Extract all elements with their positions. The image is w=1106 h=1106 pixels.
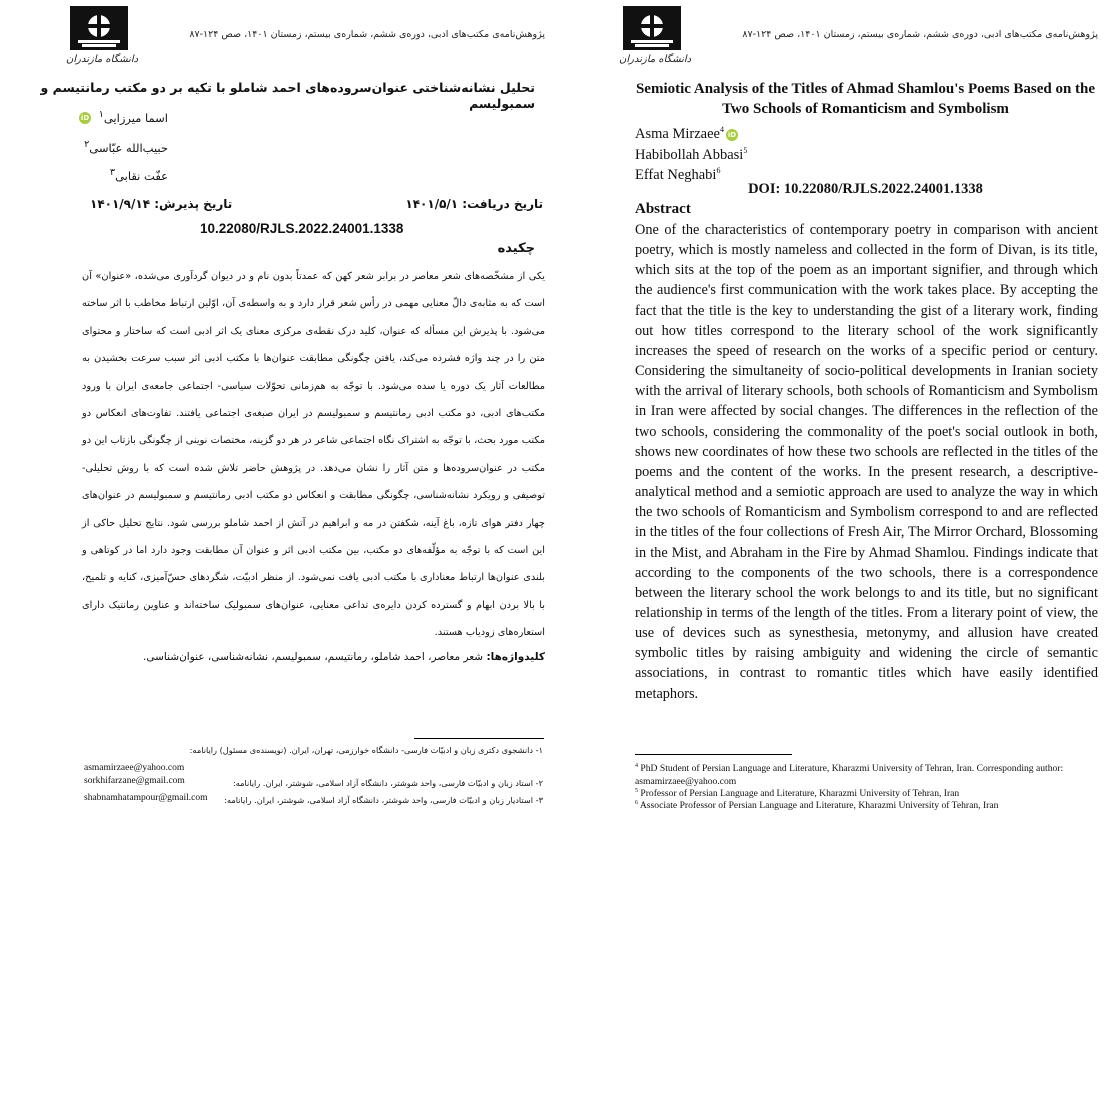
accepted-date: تاریخ پذیرش: ۱۴۰۱/۹/۱۴ <box>90 197 233 211</box>
keywords-list: شعر معاصر، احمد شاملو، رمانتیسم، سمبولیسم، نشانه‌شناسی، عنوان‌شناسی. <box>143 651 484 663</box>
author-sup: 4 <box>719 125 724 134</box>
abstract-text-en: One of the characteristics of contemporary poetry in comparison with ancient poetry, which is mostly nameless and collected in the form of Divan, is its title, which sits at the top of the poem as an important signifier, and through which the audience's first communication with the work takes place. By accepting the fact that the title is the key to understanding the gist of a literary work, finding out how titles correspond to the literary school of the work significantly increases the speed of research on the works of a specific period or century. Considering the simultaneity of socio-political developments in Iranian society with the arrival of literary schools, both schools of Romanticism and Symbolism in Iran were affected by social changes. The differences in the reflection of the two schools, considering the commonality of the poet's social outlook in both, shows new coordinates of how these two schools are reflected in the titles of the poems and the content of the works. In the present research, a descriptive-analytical method and a semiotic approach are used to analyze the way in which the two schools of Romanticism and Symbolism correspond to and are reflected in the titles of the four collections of Fresh Air, The Mirror Orchard, Blossoming in the Mist, and Abraham in the Fire by Ahmad Shamlou. Findings indicate that according to the components of the two schools, there is a correspondence between the literary school the work belongs to and its title, but no significant relationship in terms of the length of the titles. From a literary point of view, the use of devices such as synesthesia, metonymy, and allusion have created symbolic titles by raising ambiguity and widening the circle of semantic associations, in contrast to romantic titles which have easily identified metaphors. <box>635 222 1098 702</box>
footnote-1-email[interactable]: asmamirzaee@yahoo.com <box>84 763 185 773</box>
doi-en[interactable]: DOI: 10.22080/RJLS.2022.24001.1338 <box>748 181 983 197</box>
footnote-1: ۱- دانشجوی دکتری زبان و ادبیّات فارسی- دانشگاه خوارزمی، تهران، ایران. (نویسنده‌ی مسئول) رایانامه: <box>189 745 543 755</box>
author-name: Effat Neghabi <box>635 166 717 183</box>
footnote-sup: 4 <box>635 763 638 769</box>
author-name: عفّت نقابی <box>115 168 168 183</box>
abstract-text: یکی از مشخّصه‌های شعر معاصر در برابر شعر کهن که عمدتاً بدون نام و در دیوان گردآوری می‌شده، «عنوان» آن است که به مثابه‌ی دالّ معنایی مهمی در رأس شعر قرار دارد و به واسطه‌ی آن، اوّلین ارتباط مخاطب با اثر ساخته می‌شود. با پذیرش این مسأله که عنوان، کلید درک نقطه‌ی مرکزی معنای یک اثر ادبی است که ساختار و محتوای متن را در چند واژه فشرده می‌کند، یافتن چگونگی مطابقت عنوان‌ها با مکتب ادبی اثر سبب سرعت بخشیدن به مطالعات آثار یک دوره یا سده می‌شود. با توجّه به هم‌زمانی تحوّلات سیاسی- اجتماعی جامعه‌ی ایران با ورود مکتب‌های ادبی، دو مکتب ادبی رمانتیسم و سمبولیسم در ایران صبغه‌ی اجتماعی یافتند. تفاوت‌های انعکاس دو مکتب مورد بحث، با توجّه به اشتراک نگاه اجتماعی شاعر در هر دو گزینه، مختصات نوینی از چگونگی بازتاب این دو مکتب در عنوان‌سروده‌ها و متن آثار را نشان می‌دهد. در پژوهش حاضر تلاش شده است که با روش تحلیلی- توصیفی و رویکرد نشانه‌شناسی، چگونگی مطابقت و انعکاس دو مکتب ادبی رمانتیسم و سمبولیسم در عنوان‌های چهار دفتر هوای تازه، باغ آینه، شکفتن در مه و ابراهیم در آتش از احمد شاملو بررسی شود. نتایج تحلیل حاکی از این است که با توجّه به مؤلّفه‌های دو مکتب، بین مکتب ادبی اثر و عنوان آن مطابقت وجود دارد اما در کوتاهی و بلندی عنوان‌ها ارتباط معناداری با مکتب ادبی یافت نمی‌شود. از منظر ادبیّت، شگردهای حسّ‌آمیزی، کنایه و تلمیح، با بالا بردن ابهام و گسترده کردن دایره‌ی تداعی معنایی، عنوان‌های سمبولیک ساخته‌اند و عناوین رمانتیک دارای استعاره‌های زودیاب هستند. <box>82 271 545 639</box>
author-1 <box>79 108 168 125</box>
footnote-sup: 6 <box>635 800 638 806</box>
author-sup: ۲ <box>84 139 90 150</box>
footnote-text: Associate Professor of Persian Language and Literature, Kharazmi University of Tehran, Iran <box>639 800 999 812</box>
footnote-3: ۳- استادیار زبان و ادبیّات فارسی، واحد شوشتر، دانشگاه آزاد اسلامی، شوشتر، ایران. رایانامه: <box>224 795 543 805</box>
university-name: دانشگاه مازندران <box>66 54 139 65</box>
journal-header: پژوهش‌نامه‌ی مکتب‌های ادبی، دوره‌ی ششم، شماره‌ی بیستم، زمستان ۱۴۰۱، صص ۱۲۴-۸۷ <box>189 29 545 40</box>
footnote-divider-en <box>635 754 792 755</box>
footnote-3-email[interactable]: shabnamhatampour@gmail.com <box>84 793 208 803</box>
keywords <box>90 649 545 665</box>
article-title: تحلیل نشانه‌شناختی عنوان‌سروده‌های احمد شاملو با تکیه بر دو مکتب رمانتیسم و سمبولیسم <box>40 80 535 111</box>
footnote-2-email[interactable]: sorkhifarzane@gmail.com <box>84 776 185 786</box>
keywords-label: کلیدواژه‌ها: <box>486 651 545 663</box>
author-name: Asma Mirzaee <box>635 125 720 142</box>
doi[interactable]: 10.22080/RJLS.2022.24001.1338 <box>200 221 404 236</box>
orcid-icon[interactable]: iD <box>727 130 737 139</box>
university-name: دانشگاه مازندران <box>619 54 692 65</box>
footnote-divider <box>414 738 544 739</box>
received-date: تاریخ دریافت: ۱۴۰۱/۵/۱ <box>405 197 543 211</box>
orcid-icon[interactable]: iD <box>80 114 90 123</box>
footnote-4 <box>635 760 1100 788</box>
author-3 <box>110 166 168 183</box>
author-4 <box>635 121 742 143</box>
abstract-heading: چکیده <box>497 241 535 256</box>
author-2 <box>84 138 168 155</box>
author-5 <box>635 142 747 164</box>
author-sup: 5 <box>743 146 748 155</box>
footnote-text: PhD Student of Persian Language and Literature, Kharazmi University of Tehran, Iran. Corresponding author: asmamirzaee@yahoo.com <box>635 763 1064 787</box>
abstract-heading-en: Abstract <box>635 201 691 217</box>
author-name: Habibollah Abbasi <box>635 146 744 163</box>
footnote-6 <box>635 797 1100 813</box>
footnote-2: ۲- استاد زبان و ادبیّات فارسی، واحد شوشتر، دانشگاه آزاد اسلامی، شوشتر، ایران. رایانامه: <box>232 778 543 788</box>
author-name: اسما میرزایی <box>103 110 168 125</box>
journal-header: پژوهش‌نامه‌ی مکتب‌های ادبی، دوره‌ی ششم، شماره‌ی بیستم، زمستان ۱۴۰۱، صص ۱۲۴-۸۷ <box>742 29 1098 40</box>
footnote-sup: 5 <box>635 788 638 794</box>
article-title-en: Semiotic Analysis of the Titles of Ahmad Shamlou's Poems Based on the Two Schools of Romanticism and Symbolism <box>635 81 1096 117</box>
author-sup: 6 <box>716 166 721 175</box>
footnote-text: Professor of Persian Language and Literature, Kharazmi University of Tehran, Iran <box>640 788 960 800</box>
author-name: حبیب‌الله عبّاسی <box>89 140 168 155</box>
author-sup: ۱ <box>98 109 104 120</box>
author-sup: ۳ <box>109 167 116 178</box>
